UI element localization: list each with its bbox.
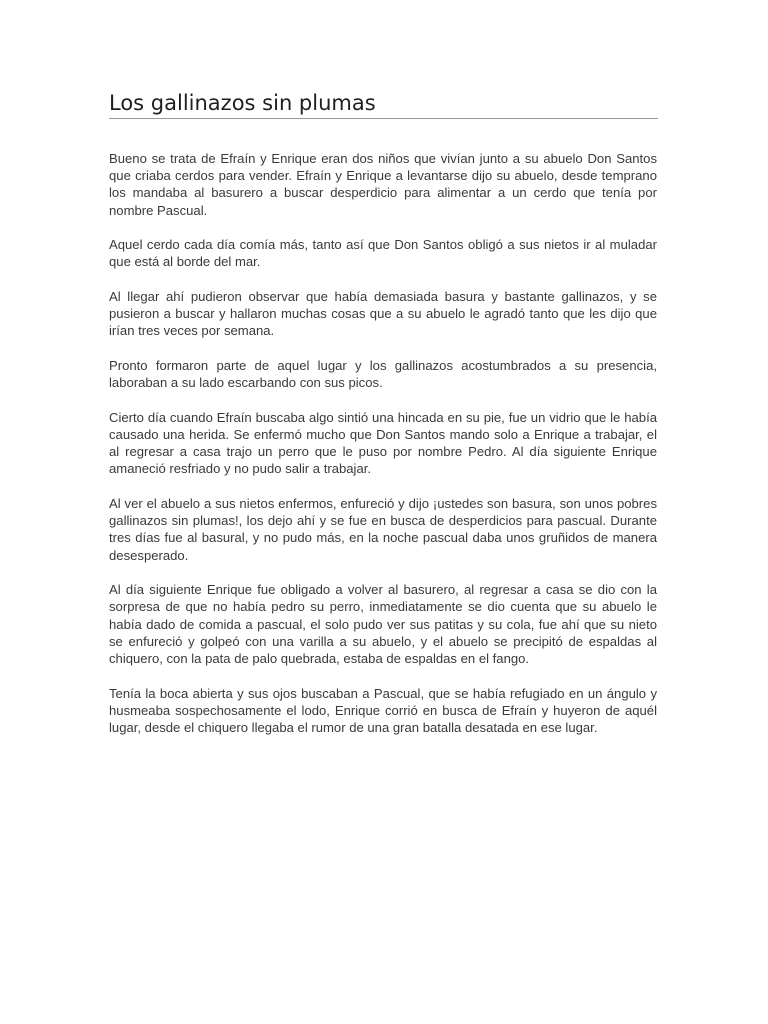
document-title: Los gallinazos sin plumas [109,91,376,115]
paragraph-8: Tenía la boca abierta y sus ojos buscaban a Pascual, que se había refugiado en un ángulo y husmeaba sospechosamente el lodo, Enrique corrió en busca de Efraín y huyeron de aquél lugar, desde el chiquero llegaba el rumor de una gran batalla desatada en ese lugar. [109,685,657,736]
paragraph-4: Pronto formaron parte de aquel lugar y los gallinazos acostumbrados a su presencia, laboraban a su lado escarbando con sus picos. [109,358,657,391]
paragraph-3: Al llegar ahí pudieron observar que había demasiada basura y bastante gallinazos, y se pusieron a buscar y hallaron muchas cosas que a su abuelo le agradó tanto que les dijo que irían tres veces por semana. [109,289,657,339]
paragraph-7: Al día siguiente Enrique fue obligado a volver al basurero, al regresar a casa se dio con la sorpresa de que no había pedro su perro, inmediatamente se dio cuenta que su abuelo le había dado de comida a pascual, el solo pudo ver sus patitas y su cola, fue ahí que su nieto se enfureció y golpeó con una varilla a su abuelo, y el abuelo se precipitó de espaldas al chiquero, con la pata de palo quebrada, estaba de espaldas en el fango. [109,582,657,667]
document-body [109,150,657,736]
paragraph-2: Aquel cerdo cada día comía más, tanto así que Don Santos obligó a sus nietos ir al muladar que está al borde del mar. [109,237,657,270]
paragraph-5: Cierto día cuando Efraín buscaba algo sintió una hincada en su pie, fue un vidrio que le había causado una herida. Se enfermó mucho que Don Santos mando solo a Enrique a trabajar, el al regresar a casa trajo un perro que le puso por nombre Pedro. Al día siguiente Enrique amaneció resfriado y no pudo salir a trabajar. [109,409,657,477]
title-underline-divider [109,118,658,119]
paragraph-6: Al ver el abuelo a sus nietos enfermos, enfureció y dijo ¡ustedes son basura, son unos pobres gallinazos sin plumas!, los dejo ahí y se fue en busca de desperdicios para pascual. Durante tres días fue al basural, y no pudo más, en la noche pascual daba unos gruñidos de manera desesperado. [109,496,657,563]
paragraph-1: Bueno se trata de Efraín y Enrique eran dos niños que vivían junto a su abuelo Don Santos que criaba cerdos para vender. Efraín y Enrique a levantarse dijo su abuelo, desde temprano los mandaba al basurero a buscar desperdicio para alimentar a un cerdo que tenía por nombre Pascual. [109,151,657,218]
